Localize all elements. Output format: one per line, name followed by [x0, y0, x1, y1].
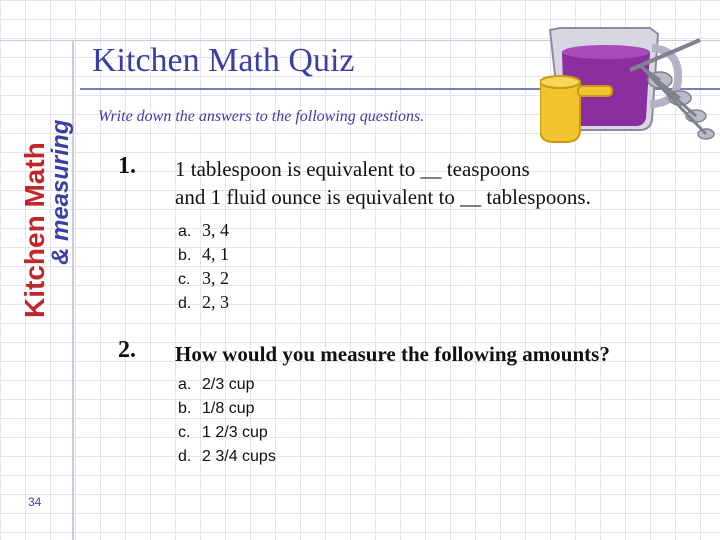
- sidebar-title-line1: Kitchen Math: [19, 142, 50, 318]
- option-letter: d.: [178, 295, 192, 312]
- option-2d[interactable]: [178, 443, 276, 467]
- question-1-line2: and 1 fluid ounce is equivalent to __ tablespoons.: [175, 185, 591, 209]
- option-2a[interactable]: [178, 371, 276, 395]
- option-letter: c.: [178, 424, 191, 441]
- option-2c[interactable]: [178, 419, 276, 443]
- option-letter: b.: [178, 400, 192, 417]
- option-text: 2, 3: [202, 292, 229, 312]
- measuring-tools-illustration: [540, 0, 720, 180]
- option-letter: b.: [178, 247, 192, 264]
- sidebar-title-line2: & measuring: [47, 119, 74, 265]
- question-1-options: [178, 218, 229, 314]
- option-text: 3, 2: [202, 268, 229, 288]
- question-2-number: 2.: [118, 337, 136, 363]
- option-text: 2/3 cup: [202, 376, 255, 393]
- option-text: 1 2/3 cup: [202, 424, 268, 441]
- option-letter: d.: [178, 448, 192, 465]
- option-letter: a.: [178, 223, 192, 240]
- option-1d[interactable]: [178, 290, 229, 314]
- option-letter: c.: [178, 271, 191, 288]
- option-1a[interactable]: [178, 218, 229, 242]
- question-2-options: [178, 371, 276, 467]
- question-1-number: 1.: [118, 153, 136, 179]
- instructions-text: Write down the answers to the following questions.: [98, 108, 425, 125]
- page-title: Kitchen Math Quiz: [92, 42, 355, 79]
- option-1c[interactable]: [178, 266, 229, 290]
- option-letter: a.: [178, 376, 192, 393]
- page-number: 34: [28, 495, 42, 509]
- sidebar-vertical-title: [0, 90, 80, 350]
- question-2-line1: How would you measure the following amounts?: [175, 342, 610, 366]
- question-1-line1: 1 tablespoon is equivalent to __ teaspoons: [175, 157, 530, 181]
- option-2b[interactable]: [178, 395, 276, 419]
- option-text: 4, 1: [202, 244, 229, 264]
- option-text: 3, 4: [202, 220, 229, 240]
- option-1b[interactable]: [178, 242, 229, 266]
- option-text: 1/8 cup: [202, 400, 255, 417]
- option-text: 2 3/4 cups: [202, 448, 276, 465]
